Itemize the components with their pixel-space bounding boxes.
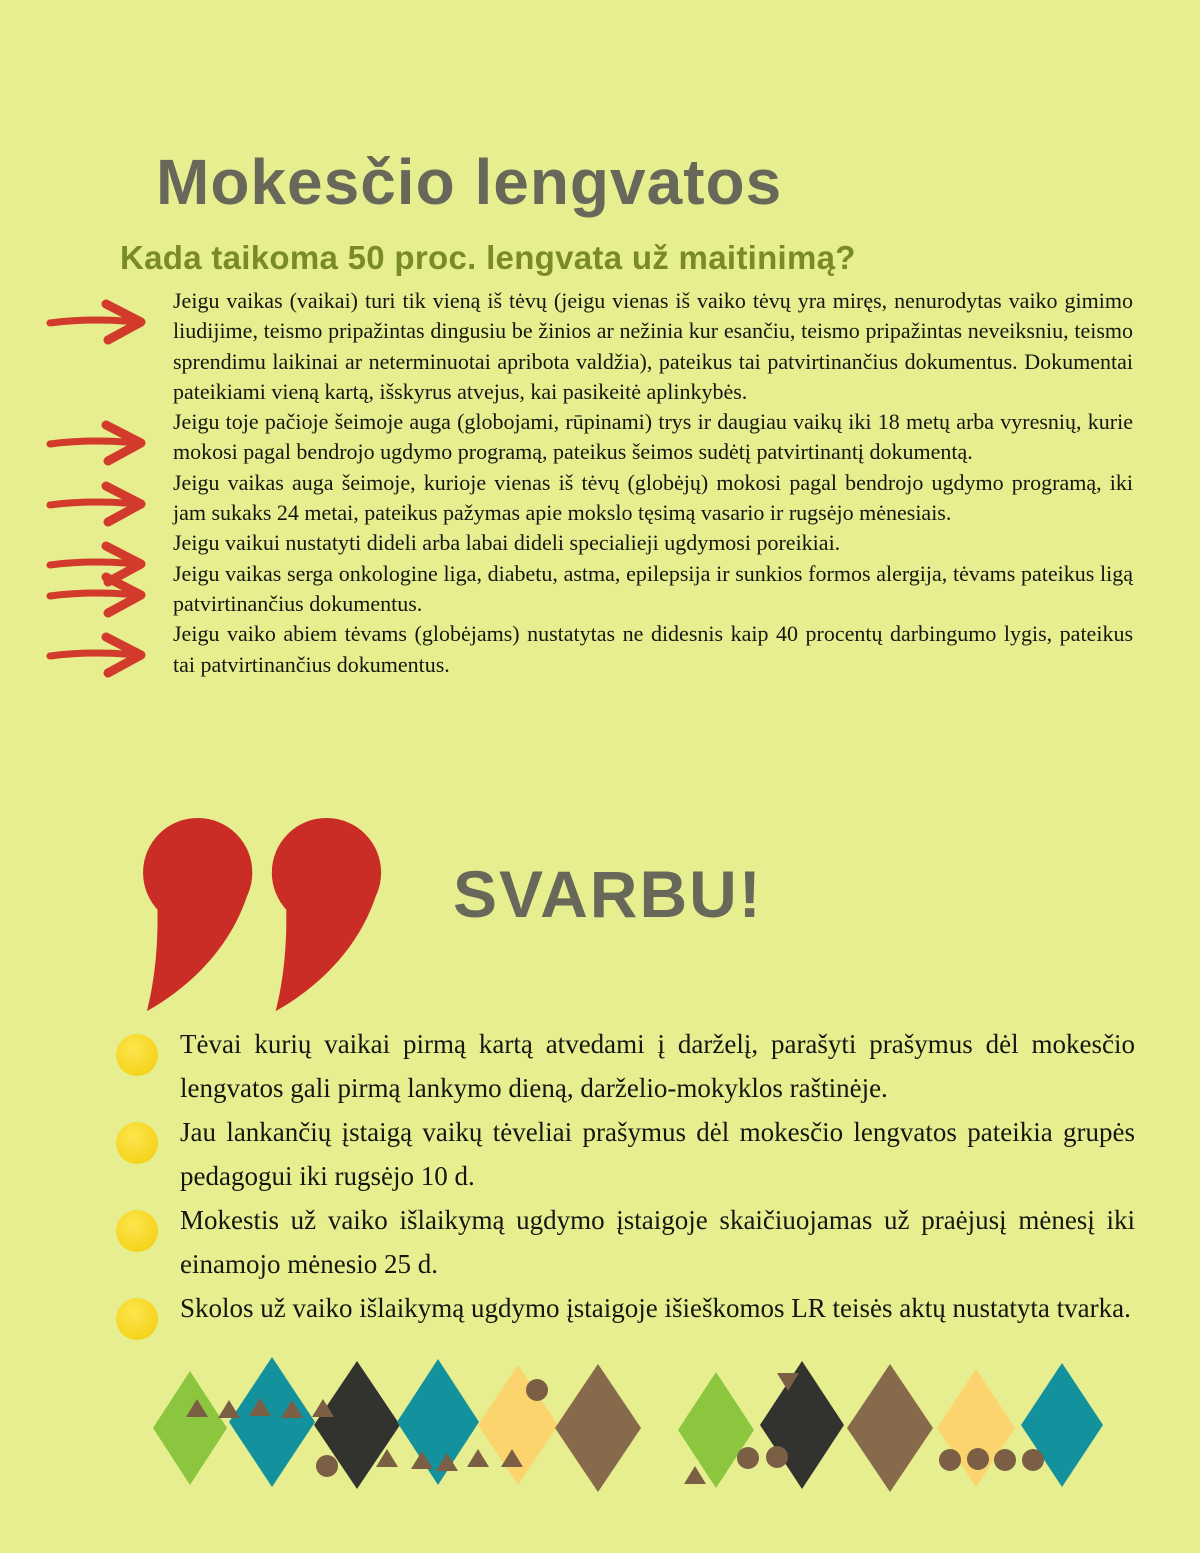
decoration-dot <box>316 1455 338 1477</box>
condition-item <box>45 286 1133 407</box>
decoration-diamond <box>847 1364 933 1492</box>
condition-text: Jeigu vaiko abiem tėvams (globėjams) nustatytas ne didesnis kaip 40 procentų darbingumo lygis, pateikus tai patvirtinančius dokumentus. <box>173 621 1133 677</box>
decoration-dot <box>737 1447 759 1469</box>
decoration-triangle <box>467 1449 489 1467</box>
condition-item <box>45 407 1133 468</box>
condition-text: Jeigu vaikas (vaikai) turi tik vieną iš tėvų (jeigu vienas iš vaiko tėvų yra miręs, nenurodytas vaiko gimimo liudijime, teismo pripažintas dingusiu be žinios ar nežinia kur esančiu, teismo pripažintas neveiksniu, teismo sprendimu laikinai ar neterminuotai apribota valdžia), pateikus tai patvirtinančius dokumentus. Dokumentai pateikiami vieną kartą, išskyrus atvejus, kai pasikeitė aplinkybės. <box>173 288 1133 404</box>
important-text: Skolos už vaiko išlaikymą ugdymo įstaigoje išieškomos LR teisės aktų nustatyta tvarka. <box>180 1293 1131 1323</box>
decoration-diamond <box>678 1372 754 1488</box>
arrow-right-icon <box>45 468 173 529</box>
important-item <box>108 1022 1135 1110</box>
yellow-dot-bullet-icon <box>108 1198 180 1286</box>
condition-item <box>45 619 1133 680</box>
yellow-dot-bullet-icon <box>108 1286 180 1330</box>
important-item <box>108 1286 1135 1330</box>
important-item <box>108 1198 1135 1286</box>
decoration-dot <box>1022 1449 1044 1471</box>
decoration-triangle <box>684 1466 706 1484</box>
important-text: Jau lankančių įstaigą vaikų tėveliai prašymus dėl mokesčio lengvatos pateikia grupės pedagogui iki rugsėjo 10 d. <box>180 1117 1135 1191</box>
conditions-list <box>45 286 1133 680</box>
quotation-marks-icon <box>140 816 390 1016</box>
condition-item <box>45 528 1133 558</box>
condition-text: Jeigu vaikas auga šeimoje, kurioje vienas iš tėvų (globėjų) mokosi pagal bendrojo ugdymo programą, iki jam sukaks 24 metai, pateikus pažymas apie mokslo tęsimą vasario ir rugsėjo mėnesiais. <box>173 469 1133 526</box>
arrow-right-icon <box>45 619 173 680</box>
decoration-triangle <box>218 1400 240 1418</box>
arrow-right-icon <box>45 559 173 620</box>
important-list <box>108 1022 1135 1330</box>
important-heading: SVARBU! <box>453 857 763 931</box>
decoration-band-svg <box>0 1352 1200 1552</box>
important-text: Mokestis už vaiko išlaikymą ugdymo įstaigoje skaičiuojamas už praėjusį mėnesį iki einamojo mėnesio 25 d. <box>180 1205 1135 1279</box>
decoration-diamond <box>760 1361 844 1489</box>
yellow-dot-bullet-icon <box>108 1022 180 1110</box>
page-subtitle: Kada taikoma 50 proc. lengvata už maitinimą? <box>120 239 856 277</box>
decoration-dot <box>766 1446 788 1468</box>
page-title: Mokesčio lengvatos <box>156 145 783 218</box>
decoration-dot <box>939 1449 961 1471</box>
yellow-dot-bullet-icon <box>108 1110 180 1198</box>
decoration-dot <box>994 1449 1016 1471</box>
decoration-dot <box>526 1379 548 1401</box>
condition-item <box>45 559 1133 620</box>
important-item <box>108 1110 1135 1198</box>
arrow-right-icon <box>45 286 173 407</box>
condition-text: Jeigu toje pačioje šeimoje auga (globojami, rūpinami) trys ir daugiau vaikų iki 18 metų arba vyresnių, kurie mokosi pagal bendrojo ugdymo programą, pateikus šeimos sudėtį patvirtinantį dokumentą. <box>173 409 1133 465</box>
quote-comma-2 <box>272 818 381 1011</box>
decoration-diamond <box>229 1357 315 1487</box>
decoration-diamond <box>153 1371 227 1485</box>
condition-text: Jeigu vaikas serga onkologine liga, diabetu, astma, epilepsija ir sunkios formos alergija, tėvams pateikus ligą patvirtinančius dokumentus. <box>173 560 1133 616</box>
decoration-diamond <box>555 1364 641 1492</box>
decoration-dot <box>967 1448 989 1470</box>
decoration-diamond <box>397 1359 479 1485</box>
important-text: Tėvai kurių vaikai pirmą kartą atvedami į darželį, parašyti prašymus dėl mokesčio lengvatos gali pirmą lankymo dieną, darželio-mokyklos raštinėje. <box>180 1029 1135 1103</box>
arrow-right-icon <box>45 407 173 468</box>
condition-item <box>45 468 1133 529</box>
arrow-right-icon <box>45 528 173 558</box>
condition-text: Jeigu vaikui nustatyti dideli arba labai dideli specialieji ugdymosi poreikiai. <box>173 530 841 556</box>
quote-comma-1 <box>143 818 252 1011</box>
